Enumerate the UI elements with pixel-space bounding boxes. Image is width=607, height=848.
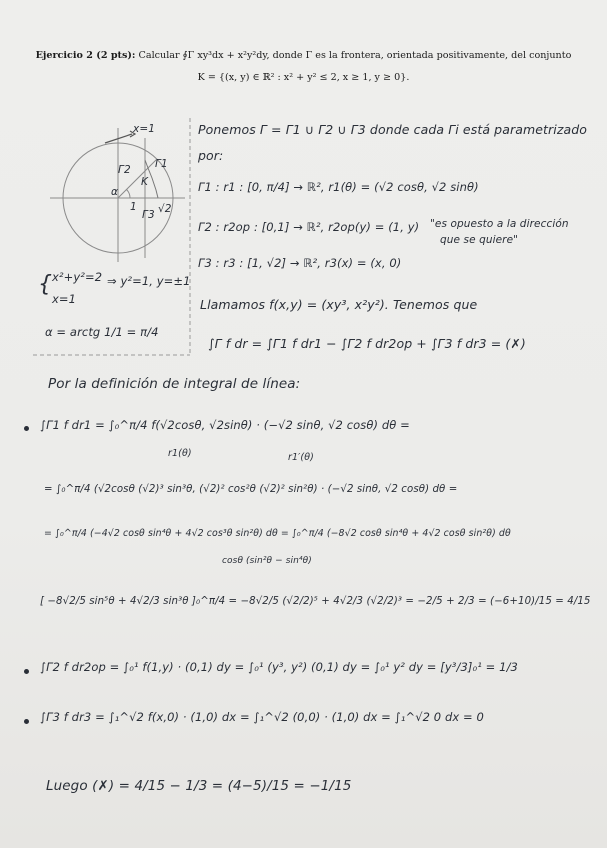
integral1-under-cos: cosθ (sin²θ − sin⁴θ) bbox=[222, 556, 312, 566]
sketch-label-gamma3: Γ3 bbox=[142, 209, 155, 221]
exercise-heading: Ejercicio 2 (2 pts): bbox=[35, 50, 136, 61]
integral1-line1: ∫Γ1 f dr1 = ∫₀^π/4 f(√2cosθ, √2sinθ) · (−√2 sinθ, √2 cosθ) dθ = bbox=[40, 418, 410, 432]
gamma2-comment-2: que se quiere" bbox=[440, 234, 519, 246]
system-eq1: x²+y²=2 bbox=[52, 270, 103, 284]
bullet-2 bbox=[24, 669, 29, 674]
integral1-line2: = ∫₀^π/4 (√2cosθ (√2)³ sin³θ, (√2)² cos²θ (√2)² sin²θ) · (−√2 sinθ, √2 cosθ) dθ = bbox=[44, 484, 458, 495]
sketch-label-x1: x=1 bbox=[133, 123, 155, 135]
integral2-line: ∫Γ2 f dr2op = ∫₀¹ f(1,y) · (0,1) dy = ∫₀¹ (y³, y²) (0,1) dy = ∫₀¹ y² dy = [y³/3]₀¹ = 1/3 bbox=[40, 660, 518, 674]
sketch-label-gamma1: Γ1 bbox=[155, 158, 168, 170]
set-definition: K = {(x, y) ∈ ℝ² : x² + y² ≤ 2, x ≥ 1, y ≥ 0}. bbox=[197, 72, 410, 83]
system-eq2: x=1 bbox=[52, 292, 77, 306]
bullet-3 bbox=[24, 719, 29, 724]
exercise-text: Calcular ∮Γ xy³dx + x²y²dy, donde Γ es la frontera, orientada positivamente, del conjunto bbox=[138, 50, 572, 61]
integral1-under-r1: r1(θ) bbox=[168, 448, 192, 459]
integral1-under-r1prime: r1′(θ) bbox=[288, 452, 314, 463]
alpha-value: α = arctg 1/1 = π/4 bbox=[45, 325, 159, 339]
sketch-tick-one: 1 bbox=[130, 201, 137, 213]
field-definition: Llamamos f(x,y) = (xy³, x²y²). Tenemos que bbox=[200, 297, 478, 312]
sketch-label-alpha: α bbox=[111, 186, 119, 198]
bullet-1 bbox=[24, 426, 29, 431]
gamma2-parametrization: Γ2 : r2op : [0,1] → ℝ², r2op(y) = (1, y) bbox=[198, 220, 420, 234]
system-brace: { bbox=[38, 272, 53, 297]
gamma1-parametrization: Γ1 : r1 : [0, π/4] → ℝ², r1(θ) = (√2 cosθ, √2 sinθ) bbox=[198, 180, 479, 194]
system-result: ⇒ y²=1, y=±1 bbox=[107, 274, 191, 288]
integral-split: ∫Γ f dr = ∫Γ1 f dr1 − ∫Γ2 f dr2op + ∫Γ3 f dr3 = (✗) bbox=[208, 336, 526, 351]
integral1-line3: = ∫₀^π/4 (−4√2 cosθ sin⁴θ + 4√2 cos³θ sin²θ) dθ = ∫₀^π/4 (−8√2 cosθ sin⁴θ + 4√2 cosθ sin²θ) dθ bbox=[44, 528, 511, 539]
gamma3-parametrization: Γ3 : r3 : [1, √2] → ℝ², r3(x) = (x, 0) bbox=[198, 256, 402, 270]
integral3-line: ∫Γ3 f dr3 = ∫₁^√2 f(x,0) · (1,0) dx = ∫₁^√2 (0,0) · (1,0) dx = ∫₁^√2 0 dx = 0 bbox=[40, 710, 484, 724]
sketch-angle-arc bbox=[127, 190, 131, 199]
notes-line2: por: bbox=[198, 148, 224, 163]
conclusion: Luego (✗) = 4/15 − 1/3 = (4−5)/15 = −1/15 bbox=[46, 778, 352, 794]
derivation-intro: Por la definición de integral de línea: bbox=[48, 376, 301, 392]
sketch-tick-sqrt2: √2 bbox=[158, 203, 172, 215]
sketch-label-k: K bbox=[141, 176, 148, 188]
gamma2-comment-1: "es opuesto a la dirección bbox=[430, 218, 569, 230]
integral1-result: [ −8√2/5 sin⁵θ + 4√2/3 sin³θ ]₀^π/4 = −8√2/5 (√2/2)⁵ + 4√2/3 (√2/2)³ = −2/5 + 2/3 = (−6+10)/15 = 4/15 bbox=[40, 596, 591, 607]
notes-line1: Ponemos Γ = Γ1 ∪ Γ2 ∪ Γ3 donde cada Γi está parametrizado bbox=[198, 122, 588, 137]
sketch-label-gamma2: Γ2 bbox=[118, 164, 131, 176]
